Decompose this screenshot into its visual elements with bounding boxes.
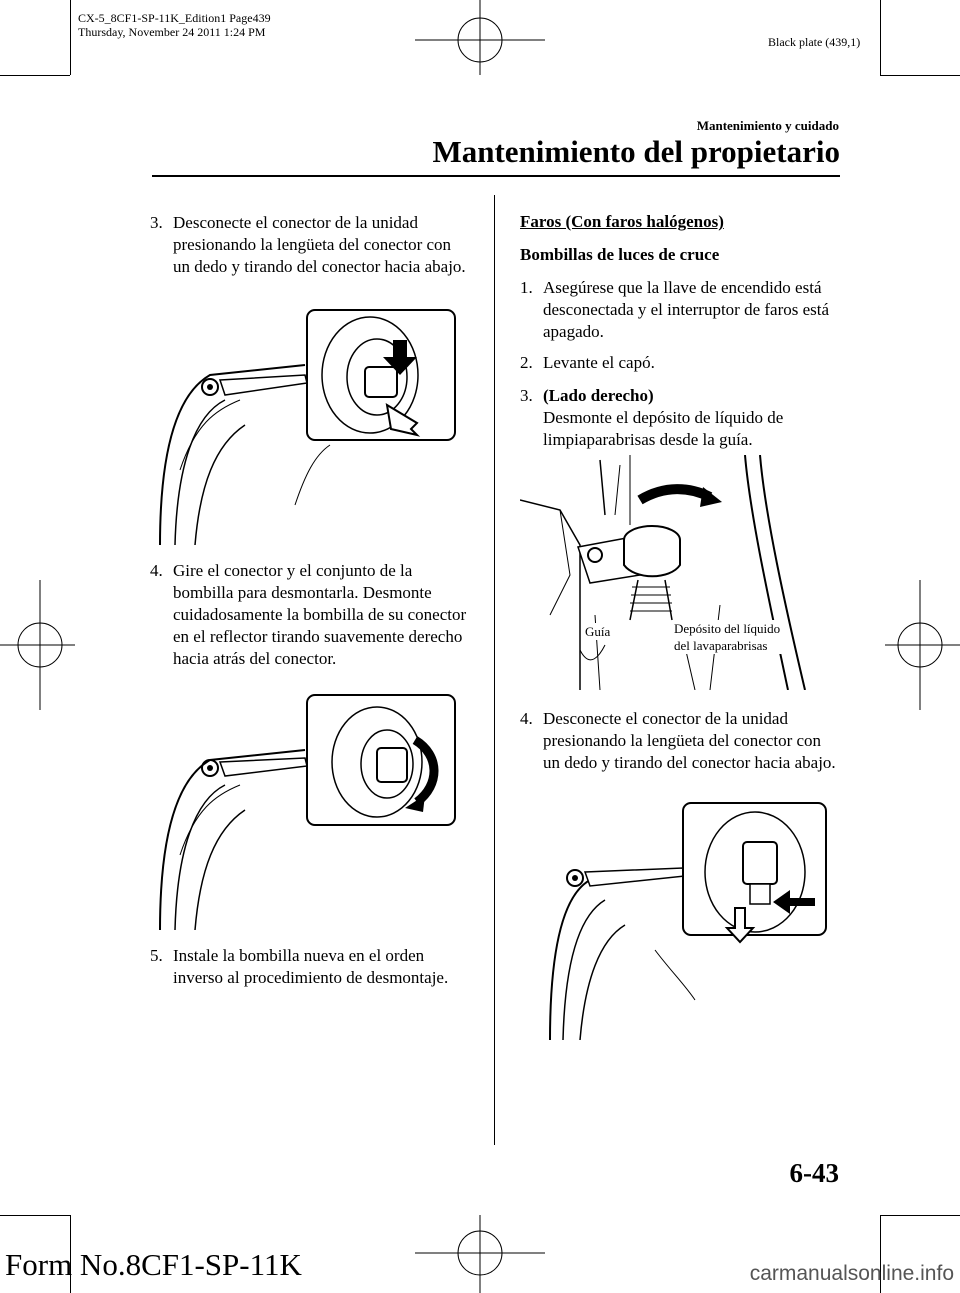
step-number: 4.: [520, 709, 533, 728]
step-text: Desconecte el conector de la unidad presionando la lengüeta del conector con un dedo y tirando del conector hacia abajo.: [173, 213, 466, 276]
section-label: Mantenimiento y cuidado: [696, 118, 839, 133]
figure-rotate-bulb: [155, 690, 460, 930]
step-text: Instale la bombilla nueva en el orden inverso al procedimiento de desmontaje.: [173, 946, 449, 987]
label-reservoir-line1: Depósito del líquido: [674, 621, 781, 636]
crop-mark: [0, 1215, 70, 1216]
column-divider: [494, 195, 495, 1145]
registration-mark-left: [0, 580, 75, 710]
figure-connector-right: [545, 800, 830, 1040]
figure-connector-disconnect: [155, 305, 460, 545]
right-step-2: [520, 352, 840, 374]
step-bold-label: (Lado derecho): [543, 386, 654, 405]
left-step-5: [150, 945, 470, 989]
registration-mark-right: [885, 580, 960, 710]
left-step-3: [150, 212, 470, 278]
left-step-4: [150, 560, 470, 670]
print-date-line: Thursday, November 24 2011 1:24 PM: [78, 25, 266, 39]
page-title: Mantenimiento del propietario: [432, 134, 840, 169]
step-number: 3.: [150, 213, 163, 232]
watermark: carmanualsonline.info: [749, 1262, 954, 1285]
crop-mark: [880, 0, 881, 75]
crop-mark: [70, 0, 71, 75]
step-number: 3.: [520, 386, 533, 405]
right-step-1: [520, 277, 840, 343]
subsection-heading: Bombillas de luces de cruce: [520, 245, 720, 264]
page-number: 6-43: [789, 1158, 839, 1188]
print-job-line: CX-5_8CF1-SP-11K_Edition1 Page439: [78, 11, 271, 25]
crop-mark: [880, 1215, 960, 1216]
step-text: Levante el capó.: [543, 353, 655, 372]
crop-mark: [880, 75, 960, 76]
step-number: 1.: [520, 278, 533, 297]
form-number: Form No.8CF1-SP-11K: [5, 1247, 302, 1282]
step-number: 4.: [150, 561, 163, 580]
registration-mark-top: [415, 0, 545, 75]
step-number: 5.: [150, 946, 163, 965]
step-text: Gire el conector y el conjunto de la bombilla para desmontarla. Desmonte cuidadosamente la bombilla de su conector en el reflector tirando suavemente derecho hacia atrás del conector.: [173, 561, 467, 668]
label-guide: Guía: [585, 624, 611, 639]
black-plate-label: Black plate (439,1): [768, 35, 861, 49]
step-number: 2.: [520, 353, 533, 372]
registration-mark-bottom: [415, 1215, 545, 1293]
header-rule: [152, 175, 840, 177]
figure-washer-reservoir: [520, 455, 820, 690]
section-heading: Faros (Con faros halógenos): [520, 212, 724, 231]
label-reservoir-line2: del lavaparabrisas: [674, 638, 768, 653]
right-step-3: [520, 385, 840, 451]
crop-mark: [0, 75, 70, 76]
step-text: Asegúrese que la llave de encendido está desconectada y el interruptor de faros está apagado.: [543, 278, 830, 341]
step-text: Desconecte el conector de la unidad presionando la lengüeta del conector con un dedo y tirando del conector hacia abajo.: [543, 709, 836, 772]
right-step-4: [520, 708, 840, 774]
label-reservoir: [672, 620, 782, 654]
step-text: Desmonte el depósito de líquido de limpiaparabrisas desde la guía.: [543, 408, 784, 449]
